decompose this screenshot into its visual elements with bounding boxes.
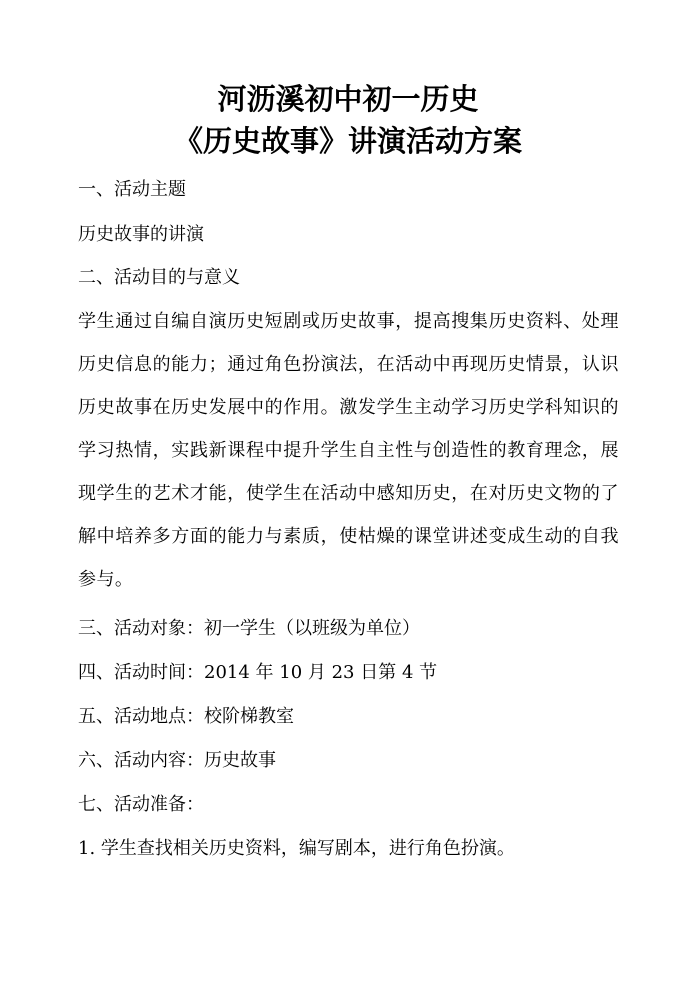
- section-theme-text: 历史故事的讲演: [78, 224, 204, 245]
- document-title-line-2: 《历史故事》讲演活动方案: [173, 124, 522, 158]
- section-theme-heading: 一、活动主题: [78, 179, 186, 200]
- section-purpose-heading: 二、活动目的与意义: [78, 267, 240, 288]
- section-time: 四、活动时间：2014 年 10 月 23 日第 4 节: [78, 662, 438, 683]
- section-preparation-heading: 七、活动准备：: [78, 794, 204, 815]
- section-content: 六、活动内容：历史故事: [78, 750, 276, 771]
- document-title-line-1: 河沥溪初中初一历史: [217, 82, 479, 116]
- section-target: 三、活动对象：初一学生（以班级为单位）: [78, 618, 420, 639]
- preparation-item-1: 1. 学生查找相关历史资料，编写剧本，进行角色扮演。: [78, 838, 515, 859]
- section-location: 五、活动地点：校阶梯教室: [78, 706, 294, 727]
- section-purpose-paragraph: 学生通过自编自演历史短剧或历史故事，提高搜集历史资料、处理历史信息的能力；通过角色扮演法，在活动中再现历史情景，认识历史故事在历史发展中的作用。激发学生主动学习历史学科知识的学习热情，实践新课程中提升学生自主性与创造性的教育理念，展现学生的艺术才能，使学生在活动中感知历史，在对历史文物的了解中培养多方面的能力与素质，使枯燥的课堂讲述变成生动的自我参与。: [78, 311, 619, 590]
